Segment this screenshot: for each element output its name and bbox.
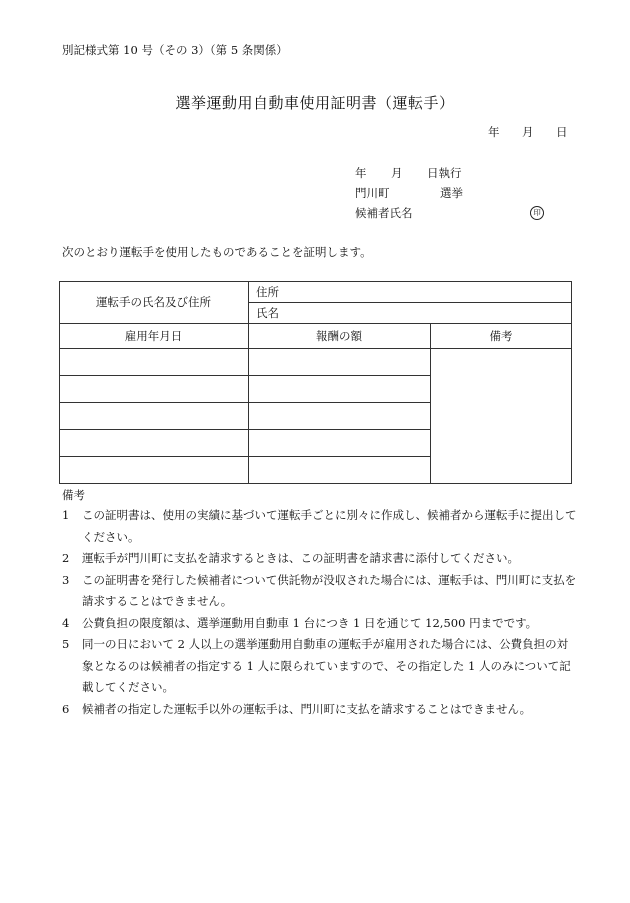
employment-date-header: 雇用年月日 [124, 328, 183, 343]
note-number: 1 [62, 508, 70, 522]
table-border-bottom [59, 483, 572, 484]
election-label: 選挙 [440, 186, 463, 200]
note-text: 同一の日において 2 人以上の選挙運動用自動車の運転手が雇用された場合には、公費負担の対象となるのは候補者の指定する 1 人に限られていますので、その指定した 1 人のみについて記載してください。 [82, 637, 571, 694]
note-number: 3 [62, 572, 70, 587]
note-item [62, 613, 577, 635]
note-text: この証明書は、使用の実績に基づいて運転手ごとに別々に作成し、候補者から運転手に提出してください。 [82, 508, 577, 544]
address-label: 住所 [256, 284, 279, 299]
table-row-line [59, 402, 430, 403]
table-border-right [571, 281, 572, 484]
execution-month-label: 月 [391, 166, 403, 180]
note-item [62, 634, 577, 699]
date-month-label: 月 [522, 125, 534, 139]
table-line-header-bottom [59, 348, 572, 349]
note-text: 運転手が門川町に支払を請求するときは、この証明書を請求書に添付してください。 [82, 551, 519, 565]
note-number: 6 [62, 701, 70, 716]
execution-year-label: 年 [355, 166, 367, 180]
note-text: この証明書を発行した候補者について供託物が没収された場合には、運転手は、門川町に支払を請求することはできません。 [82, 572, 577, 608]
table-row-line [59, 375, 430, 376]
driver-usage-table [59, 281, 572, 484]
note-item [62, 548, 577, 570]
note-number: 5 [62, 637, 70, 651]
form-number: 別記様式第 10 号（その 3）（第 5 条関係） [62, 43, 288, 57]
date-day-label: 日 [556, 125, 568, 139]
table-column-divider [248, 281, 249, 484]
execution-day-label: 日執行 [427, 166, 462, 180]
candidate-name-label: 候補者氏名 [355, 206, 413, 220]
certification-statement: 次のとおり運転手を使用したものであることを証明します。 [62, 245, 372, 259]
seal-mark-icon: 印 [530, 206, 544, 220]
remarks-header: 備考 [489, 328, 513, 343]
document-title: 選挙運動用自動車使用証明書（運転手） [175, 94, 455, 112]
town-name: 門川町 [355, 186, 390, 200]
note-number: 2 [62, 551, 70, 565]
date-year-label: 年 [488, 125, 500, 139]
note-number: 4 [62, 615, 70, 630]
note-text: 公費負担の限度額は、選挙運動用自動車 1 台につき 1 日を通じて 12,500 円までです。 [82, 615, 538, 630]
note-item [62, 505, 577, 548]
remuneration-header: 報酬の額 [316, 328, 362, 343]
note-item [62, 570, 577, 613]
name-label: 氏名 [256, 305, 279, 320]
driver-name-address-label: 運転手の氏名及び住所 [96, 295, 211, 309]
notes-list [62, 505, 577, 720]
note-text: 候補者の指定した運転手以外の運転手は、門川町に支払を請求することはできません。 [82, 701, 532, 716]
note-item [62, 699, 577, 721]
table-row-line [59, 456, 430, 457]
notes-heading: 備考 [62, 488, 85, 502]
table-row-line [59, 429, 430, 430]
